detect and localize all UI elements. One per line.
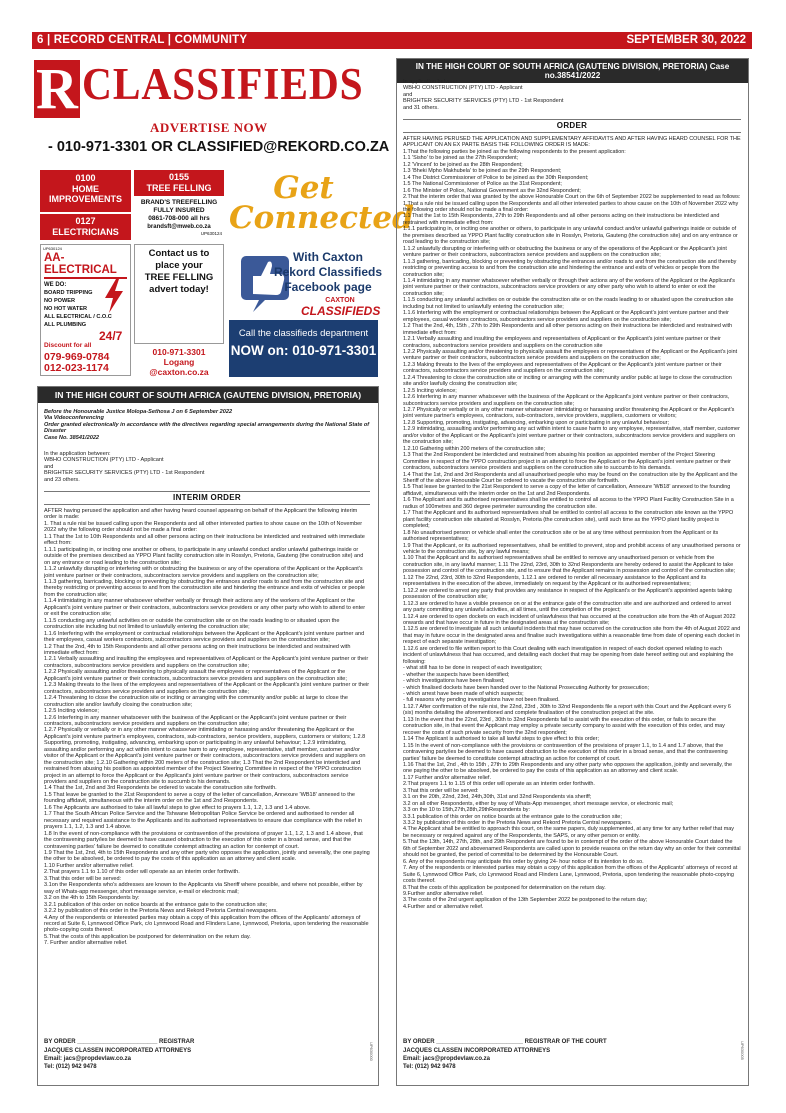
contact-ad-lines: Contact us to place your TREE FELLING advert today!: [144, 248, 214, 295]
electrical-ad-phone1: 079-969-0784: [44, 351, 110, 363]
electrical-ad-discount: Discount for all: [44, 342, 92, 349]
left-court-notice: [37, 386, 379, 1086]
promo-with-caxton: With Caxton Rekord Classifieds Facebook page: [273, 250, 383, 294]
electrical-ad-phone2: 012-023-1174: [44, 362, 109, 374]
left-notice-intro: Before the Honourable Justice Molopa-Sethosa J on 6 September 2022 Via Videoconferencing Order granted electronically in accordance with the directives regarding special arrangements during the National State of Disaster Case No. 38541/2022: [44, 409, 370, 441]
right-notice-body: AFTER HAVING PERUSED THE APPLICATION AND SUPPLEMENTARY AFFIDAVITS AND AFTER HAVING HEARD COUNSEL FOR THE APPLICANT ON AN EX PARTE BASIS THE FOLLOWING ORDER IS MADE: 1.That the following parties be joined as the following respondents to the present application: 1.1 'Sisho' to be joined as the 27th Respondent; 1.2 'Vincent' to be joined as the 28th Respondent; 1.3 'Bheki Mpho Makhubela' to be joined as the 29th Respondent; 1.4 The District Commissioner of Police to be joined as the 30th Respondent; 1.5 The National Commissioner of Police as the 31st Respondent; 1.6 The Minister of Police, National Government as the 32nd Respondent; 2.That the interim order that was granted by the above Honourable Court on the 6th of September 2022 be supplemented to read as follows: 1.That a rule nisi be issued calling upon the Respondents and all other interested parties to show cause on the 10th of November 2022 why the following order should not be made a final order: 1.1 That the 1st to 15th Respondents, 27th to 29th Respondents and all other persons acting on their instructions be interdicted and restrained with immediate effect from: 1.1.1 participating in, or inciting one another or others, to participate in any unlawful conduct and/or unlawful gatherings inside or outside of the premises described as YPPO Plant facility construction site in Rosslyn, Pretoria, Gauteng (the construction site) and on any entrance or road leading to the construction site; 1.1.2 unlawfully disrupting or interfering with or obstructing the business or any of the operations of the Applicant or the Applicant's joint venture partner or their contractors, subcontractors service providers and suppliers on the construction site; 1.1.3 gathering, barricading, blocking or preventing by obstructing the entrances and/or roads to and from the construction site and thereby restricting or preventing access to and from the construction site and hindering the entrance and exits of vehicles or people from the construction site; 1.1.4 intimidating in any manner whatsoever whether verbally or through their actions any of the workers of the Applicant or the Applicant's joint venture partner or their contractors, subcontractors service providers or any other party who wish to attend to enter or exit the construction site; 1.1.5 conducting any unlawful activities on or outside the construction site or on the roads leading to or situated upon the construction site including but not limited to unlawfully entering the construction site; 1.1.6 Interfering with the employment or contractual relationships between the Applicant or the Applicant's joint venture partner and their employees, casual workers contractors, subcontractors service providers and suppliers on the construction site; 1.2 That the 2nd, 4th, 15th , 27th to 29th Respondents and all other persons acting on their instructions be interdicted and restrained with immediate effect from: 1.2.1 Verbally assaulting and insulting the employees and representatives of Applicant or the Applicant's joint venture partner or their contractors, subcontractors service providers and suppliers on the construction site 1.2.2 Physically assaulting and/or threatening to physically assault the employees or representatives of the Applicant or the Applicant's joint venture partner or their contractors, subcontractors service providers and suppliers on the construction site; 1.2.3 Making threats to the lives of the employees and representatives of the Applicant or the Applicant's joint venture partner or their contractors, subcontractors service providers and suppliers on the construction site; 1.2.4 Threatening to close the construction site or inciting or arranging with the community and/or public at large to close the construction site and/or lawfully closing the construction site; 1.2.5 Inciting violence; 1.2.6 Interfering in any manner whatsoever with the business of the Applicant or the Applicant's joint venture partner or their contractors, subcontractors service providers and suppliers on the construction site; 1.2.7 Physically or verbally or in any other manner whatsoever intimidating or harassing and/or threatening the Applicant or the Applicant's joint venture partner's employees, contractors, sub-contractors, service providers, suppliers, customers or visitors; 1.2.8 Supporting, promoting, instigating, advancing, embarking upon or participating in any unlawful behaviour; 1.2.9 intimidating, assaulting and/or performing any act within intent to cause harm to any employee, representative, staff member, customer and/or visitor of the Applicant or the Applicant's joint venture partner or their contractors, subcontractors service providers and suppliers on the construction site; 1.2.10 Gathering within 200 meters of the construction site; 1.3 That the 2nd Respondent be interdicted and restrained from abusing his position as appointed member of the Project Steering Committee in respect of the YPPO construction project in an attempt to force the Applicant or the Applicant's joint venture partner or their contractors, subcontractors service providers and suppliers on the construction site to succumb to his demands. 1.4 That the 1st, 2nd and 3rd Respondents and all unauthorised people who may be found on the construction site by the Applicant and the Sheriff of the above Honourable Court be ordered to vacate the construction site forthwith. 1.5 That leave be granted to the 21st Respondent to serve a copy of the letter of cancellation, Annexure 'WB18' annexed to the founding affidavit, simultaneous with the interim order on the 1st and 2nd Respondents. 1.6 The Applicant and its authorised representatives shall be entitled to control all access to the YPPO Plant Facility Construction Site in a radius of 100metres and 360 degree perimeter surrounding the construction site. 1.7 That the Applicant and its authorised representatives shall be entitled to control all access to the construction site known as the YPPO plant facility construction site situated at Rosslyn, Pretoria (the construction site), until such time as the YPPO plant facility project is completed; 1.8 No unauthorised person or vehicle shall enter the construction site or be at any time without permission from the Applicant or its authorised representatives; 1.9 That the Applicant, or its authorised representatives, shall be entitled to prevent, stop and prohibit access of any unauthorised persons or vehicle to the construction site, by any lawful means; 1.10 That the Applicant and its authorised representatives shall be entitled to remove any unauthorised person or vehicle from the construction site, in any lawful manner; 1.11 The 22nd, 23rd, 30th to 32nd Respondents are hereby ordered to assist the Applicant to take possession and control of the construction site, and to ensure that the Applicant remains in possession and control of the construction site; 1.12 The 22nd, 23rd, 30th to 32nd Respondents, 1.12.1 are ordered to render all necessary assistance to the Applicant and its representatives in the execution of the above, immediately on request by the Applicant or its authorised representatives; 1.12.2 are ordered to arrest any party that provides any resistance in respect of the Applicant's or the Applicant's appointed agents taking possession of the construction site; 1.12.3 are ordered to have a visible presence on or at the entrance gate of the construction site and are authorized and ordered to arrest any party committing any unlawful activities, at all times, until the completion of the project; 1.12.4 are ordered to open dockets on each incident of unlawfulness that has occurred at the construction site from the 4th of August 2022 onwards and that have occur in future in the designated areas at the construction site; 1.12.5 are ordered to investigate all such unlawful incidents that may have occurred on the construction site from the 4th of August 2022 and that may in future occur in the designated area and finalise such investigations within a reasonable time from date of opening each docket in respect of each separate investigation; 1.12.6 are ordered to file written report to this Court dealing with each investigation in respect of each docket opened relating to each incident of unlawfulness that has occurred, and detailing each docket that may be opening from date hereof setting out and explaining the following: - what still has to be done in respect of each investigation; - whether the suspects have been identified; - which investigations have been finalised; - which finalised dockets have been handed over to the National Prosecuting Authority for prosecution; - which arrest have been made of which suspects; - full reasons why pending investigations have not been finalised. 1.12.7 After confirmation of the rule nisi, the 22nd, 23rd , 30th to 32nd Respondents file a report with this Court and the Applicant every 6 (six) months detailing the aforementioned and complete finalisation of the construction project at the site. 1.13 In the event that the 22nd, 23rd , 30th to 32nd Respondents fail to assist with the execution of this order, or fails to secure the construction site, in that event the Applicant may employ a private security company to assist with the execution of this order, and may recover the costs of such private security from the 32nd respondent; 1.14 The Applicant is authorised to take all lawful steps to give effect to this order; 1.15 In the event of non-compliance with the provisions or contravention of the provisions of prayer 1.1, to 1.4 and 1.7 above, that the contravening party/ies be deemed to have caused obstruction to the execution of this order in a broad sense, and that the contravening parties' failure be deemed to constitute contempt attracting an action for contempt of court. 1.16 That the 1st, 2nd , 4th to 15th , 27th to 29th Respondents and any other party who opposes the application, jointly and severally, the one paying the other to be absolved, be ordered to pay the costs of this application as an attorney and client scale. 1.17 Further and/or alternative relief. 2.That prayers 1.1 to 1.15 of this order will operate as an interim order forthwith. 3.That this order will be served: 3.1 on the 20th, 22nd, 23rd, 24th,30th, 31st and 32nd Respondents via sheriff; 3.2 on all other Respondents, either by way of Whats-App messenger, short message service, or electronic mail; 3.3 on the 10 to 15th,27th,28th,29thRespondents by: 3.3.1 publication of this order on notice boards at the entrance gate to the construction site; 3.3.2 by publication of this order in the Pretoria News and Rekord Pretoria Central newspapers. 4.The Applicant shall be entitled to approach this court, on the same papers, duly supplemented, at any time for any further relief that may be necessary or required against any of the Respondents, the SAPS, or any other person or entity. 5.That the 13th, 14th, 27th, 28th, and 29th Respondent are found to be in contempt of the order of the above Honourable Court dated the 6th of September 2022 and abovenamed Respondents are called upon to provide reasons on the return day why an order for their committal should not be granted, the period of committal to be determined by the Honourable Court. 6. Any of the respondents may anticipate this order by giving 24- hour notice of its intention to do so. 7. Any of the respondents or interested parties may obtain a copy of this application from the offices of the Applicants' attorneys of record at Suite 6, Lynnwood Office Park, c/o Lynnwood Road and Flinders Lane, Lynnwood, Pretoria, upon tendering the reasonable photo-copying costs thereof. 8.That the costs of this application be postponed for determination on the return day. 9.Further and/or alternative relief. 3.The costs of the 2nd urgent application of the 13th September 2022 be postponed to the return day; 4.Further and or alternative relief.: [403, 136, 741, 910]
tree-ad-name: BRAND'S TREEFELLING: [140, 199, 218, 206]
tree-ad-phone: 0861-708-000 all hrs: [148, 215, 210, 222]
electrical-item: ALL PLUMBING: [44, 322, 87, 328]
contact-ad-logang: Logang: [163, 357, 195, 367]
tree-ad-email: brandsft@mweb.co.za: [147, 224, 211, 230]
left-notice-email: Email: jacs@propdevlaw.co.za: [44, 1056, 131, 1062]
left-notice-attorneys: JACQUES CLASSEN INCORPORATED ATTORNEYS: [44, 1048, 192, 1054]
electrical-ad-badge: 24/7: [99, 329, 123, 343]
promo-caxton: CAXTON: [325, 297, 355, 304]
right-court-notice: [396, 58, 749, 1086]
promo-get: Get: [273, 170, 334, 206]
page-info: 6 | RECORD CENTRAL | COMMUNITY: [37, 34, 248, 46]
left-notice-body: AFTER having perused the application and after having heard counsel appearing on behalf of the Applicant the following interim order is made: 1. That a rule nisi be issued calling upon the Respondents and all other interested parties to show cause on the 10th of November 2022 why the following order should not be made a final order: 1.1 That the 1st to 10th Respondents and all other persons acting on their instructions be interdicted and restrained with immediate effect from: 1.1.1 participating in, or inciting one another or others, to participate in any unlawful conduct and/or unlawful gatherings inside or outside of the premises described as YPPO Plant facility construction site in Rosslyn, Pretoria, Gauteng (the construction site) and on any entrance or road leading to the construction site; 1.1.2 unlawfully disrupting or interfering with or obstructing the business or any of the operations of the Applicant or the Applicant's joint venture partner or their contractors, subcontractors service providers and suppliers on the construction site; 1.1.3 gathering, barricading, blocking or preventing by obstructing the entrances and/or roads to and from the construction site and thereby restricting or preventing access to and from the construction site and hindering the entrance and exits of vehicles or people from the construction site; 1.1.4 intimidating in any manner whatsoever whether verbally or through their actions any of the workers of the Applicant or the Applicant's joint venture partner or their contractors, subcontractors service providers or any other party who wish to attend to enter or exit the construction site; 1.1.5 conducting any unlawful activities on or outside the construction site or on the roads leading to or situated upon the construction site including but not limited to unlawfully entering the construction site; 1.1.6 Interfering with the employment or contractual relationships between the Applicant or the Applicant's joint venture partner and their employees, casual workers contractors, subcontractors service providers and suppliers on the construction site; 1.2 That the 2nd, 4th to 15th Respondents and all other persons acting on their instructions be interdicted and restrained with immediate effect from: 1.2.1 Verbally assaulting and insulting the employees and representatives of Applicant or the Applicant's joint venture partner or their contractors, subcontractors service providers and suppliers on the construction site; 1.2.2 Physically assaulting and/or threatening to physically assault the employees or representatives of the Applicant or the Applicant's joint venture partner or their contractors, subcontractors service providers and suppliers on the construction site; 1.2.3 Making threats to the lives of the employees and representatives of the Applicant or the Applicant's joint venture partner or their contractors, subcontractors service providers and suppliers on the construction site; 1.2.4 Threatening to close the construction site or inciting or arranging with the community and/or public at large to close the construction site and/or lawfully closing the construction site; 1.2.5 Inciting violence; 1.2.6 Interfering in any manner whatsoever with the business of the Applicant or the Applicant's joint venture partner or their contractors, subcontractors service providers and suppliers on the construction site; 1.2.7 Physically or verbally or in any other manner whatsoever intimidating or harassing and/or threatening the Applicant or the Applicant's joint venture partner's employees, contractors, sub-contractors, service providers, suppliers, customers or visitors; 1.2.8 Supporting, promoting, instigating, advancing, embarking upon or participating in any unlawful behaviour; 1.2.9 intimidating, assaulting and/or performing any act within intent to cause harm to any employee, representative, staff member, customer and/or visitor of the Applicant or the Applicant's joint venture partner or their contractors, subcontractors service providers and suppliers on the construction site; 1.2.10 Gathering within 200 meters of the construction site; 1.3 That the 2nd Respondent be interdicted and restrained from abusing his position as appointed member of the Project Steering Committee in respect of the YPPO construction project in an attempt to force the Applicant or the Applicant's joint venture partner or their contractors, subcontractors service providers and suppliers on the construction site to succumb to his demands. 1.4 That the 1st, 2nd and 3rd Respondents be ordered to vacate the construction site forthwith. 1.5 That leave be granted to the 21st Respondent to serve a copy of the letter of cancellation, Annexure 'WB18' annexed to the founding affidavit, simultaneous with the interim order on the 1st and 2nd Respondents. 1.6 The Applicants are authorised to take all lawful steps to give effect to prayers 1.1, 1.2, 1.3 and 1.4 above. 1.7 That the South African Police Service and the Tshwane Metropolitan Police Service be ordered and authorised to render all necessary and required assistance to the Applicants and its authorised representatives to ensure due compliance with the relief in prayers 1.1, 1.2, 1.3 and 1.4 above. 1.8 In the event of non-compliance with the provisions or contravention of the provisions of prayer 1.1, 1.2, 1.3 and 1.4 above, that the contravening party/ies be deemed to have caused obstruction to the execution of this order in a broad sense, and that the contravening parties' failure be deemed to constitute contempt attracting an action for contempt of court. 1.9 That the 1st, 2nd, 4th to 15th Respondents and any other party who opposes the application, jointly and severally, the one paying the other to be absolved, be ordered to pay the costs of this application as an attorney and client scale. 1.10 Further and/or alternative relief. 2.That prayers 1.1 to 1.10 of this order will operate as an interim order forthwith. 3.That this order will be served: 3.1on the Respondents who's addresses are known to the Applicants via Sheriff where possible, and where not possible, either by way of Whats-app messenger, short message service, e-mail or electronic mail; 3.2 on the 4th to 15th Respondents by: 3.2.1 publication of this order on notice boards at the entrance gate to the construction site; 3.2.2 by publication of this order in the Pretoria News and Rekord Pretoria Central newspapers. 4.Any of the respondents or interested parties may obtain a copy of this application from the offices of the Applicants' attorneys of record at Suite 6, Lynnwood Office Park, c/o Lynnwood Road and Flinders Lane, Lynnwood, Pretoria, upon tendering the reasonable photo-copying costs thereof. 5.That the costs of this application be postponed for determination on the return day. 7. Further and/or alternative relief.: [44, 508, 370, 947]
right-order-title: ORDER: [556, 121, 588, 130]
tree-ad-insured: FULLY INSURED: [153, 207, 205, 214]
left-order-title: INTERIM ORDER: [173, 493, 241, 502]
category-tree-felling: 0155 TREE FELLING: [134, 170, 224, 196]
left-notice-rule: [44, 504, 370, 505]
electrical-ad: [40, 244, 131, 376]
promo-call-band: [229, 320, 378, 377]
get-connected-promo: [229, 170, 414, 377]
right-notice-by-order: BY ORDER __________________________ REGISTRAR OF THE COURT: [403, 1039, 607, 1045]
electrical-item: BOARD TRIPPING: [44, 290, 93, 296]
contact-ad-footer: [134, 347, 224, 377]
promo-connected: Connected: [229, 200, 414, 236]
tree-ad-ref: UP630124: [200, 231, 222, 236]
logo-letter: R: [34, 60, 80, 118]
category-electricians: 0127 ELECTRICIANS: [40, 214, 131, 240]
category-home-improvements: 0100 HOME IMPROVEMENTS: [40, 170, 131, 212]
electrical-item: ALL ELECTRICAL / C.O.C: [44, 314, 112, 320]
right-notice-parties: In application between: WBHO CONSTRUCTION (PTY) LTD - Applicant and BRIGHTER SECURITY SERVICES (PTY) LTD - 1st Respondent and 31 others.: [403, 79, 564, 111]
electrical-item: NO HOT WATER: [44, 306, 88, 312]
header-bar: [32, 32, 752, 49]
right-notice-tel: Tel: (012) 942 9478: [403, 1064, 456, 1070]
right-notice-rule: [403, 132, 741, 133]
contact-line[interactable]: - 010-971-3301 OR CLASSIFIED@REKORD.CO.ZA: [48, 139, 390, 155]
contact-ad: [134, 244, 224, 344]
right-notice-code: UP630005: [740, 1041, 745, 1060]
logo-word: CLASSIFIEDS: [82, 59, 364, 109]
right-notice-title: IN THE HIGH COURT OF SOUTH AFRICA (GAUTENG DIVISION, PRETORIA) Case no.38541/2022: [397, 59, 748, 83]
tree-felling-ad: [134, 199, 224, 243]
contact-ad-email: @caxton.co.za: [149, 367, 209, 377]
left-notice-parties: In the application between: WBHO CONSTRUCTION (PTY) LTD - Applicant and BRIGHTER SECURITY SERVICES (PTY) LTD - 1st Respondent and 23 others.: [44, 451, 205, 483]
right-notice-attorneys: JACQUES CLASSEN INCORPORATED ATTORNEYS: [403, 1048, 551, 1054]
electrical-ad-ref: UP630124: [43, 246, 62, 251]
lightning-bolt-icon: [103, 279, 125, 313]
advertise-now: ADVERTISE NOW: [150, 120, 268, 135]
left-notice-rule: [44, 491, 370, 492]
contact-ad-phone: 010-971-3301: [152, 347, 206, 357]
electrical-ad-we-do: WE DO:: [44, 282, 67, 288]
left-notice-title: IN THE HIGH COURT OF SOUTH AFRICA (GAUTENG DIVISION, PRETORIA): [38, 387, 378, 403]
promo-classifieds: CLASSIFIEDS: [301, 304, 381, 318]
promo-now[interactable]: NOW on: 010-971-3301: [230, 343, 377, 358]
left-notice-by-order: BY ORDER ________________________ REGISTRAR: [44, 1039, 195, 1045]
left-notice-code: UP630000: [369, 1042, 374, 1061]
right-notice-email: Email: jacs@propdevlaw.co.za: [403, 1056, 490, 1062]
issue-date: SEPTEMBER 30, 2022: [626, 34, 746, 46]
right-notice-rule: [403, 119, 741, 120]
promo-call: Call the classifieds department: [238, 328, 369, 339]
left-notice-tel: Tel: (012) 942 9478: [44, 1064, 97, 1070]
electrical-ad-name: AA-ELECTRICAL: [44, 252, 117, 276]
electrical-item: NO POWER: [44, 298, 76, 304]
